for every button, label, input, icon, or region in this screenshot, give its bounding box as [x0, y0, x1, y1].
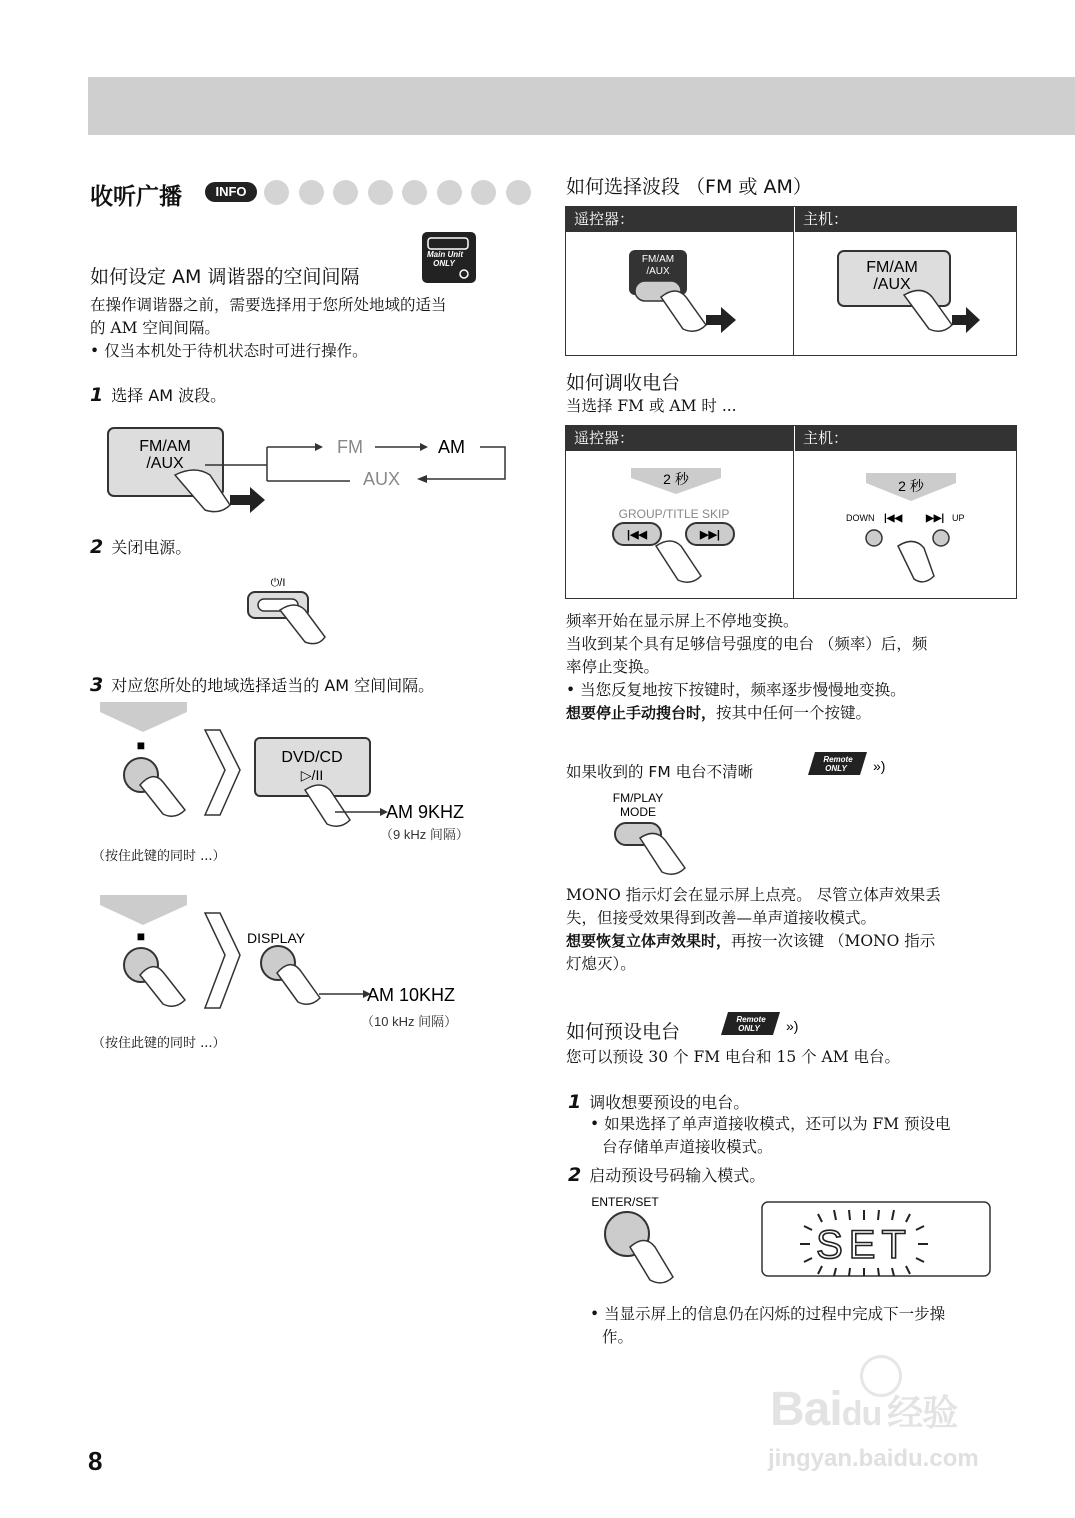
step-text: 选择 AM 波段。	[111, 386, 227, 405]
paw-logo-icon	[860, 1355, 902, 1397]
step-1	[90, 383, 226, 406]
mode-label: MODE	[620, 805, 656, 819]
fm-am-label: FM/AM	[139, 438, 191, 455]
fm-play-label: FM/PLAY	[612, 791, 664, 805]
finger-icon	[277, 965, 320, 1005]
mono-p2-rest: 再按一次该键 （MONO 指示	[731, 932, 936, 950]
intro-line: 的 AM 空间间隔。	[90, 319, 220, 337]
watermark-cn: 经验	[887, 1392, 958, 1433]
skip-forward-icon: ▶▶|	[926, 513, 945, 524]
am-10k-diagram	[95, 893, 515, 1033]
play-pause-symbol: ▷/II	[300, 767, 324, 783]
set-display-panel	[760, 1200, 992, 1280]
press-arrow-icon	[952, 307, 980, 333]
cycle-fm: FM	[337, 437, 363, 457]
dot-icon	[368, 180, 393, 205]
enter-set-label: ENTER/SET	[591, 1195, 659, 1209]
press-arrow-icon	[706, 307, 736, 333]
signal-waves-icon: »)	[873, 758, 886, 774]
remote-fm-am-button	[621, 245, 741, 350]
fm-play-mode-button	[600, 788, 700, 878]
watermark-brand: Bai	[770, 1383, 842, 1436]
mono-p1: 失，但接受效果得到改善—单声道接收模式。	[566, 909, 877, 927]
hold-arrow-icon	[100, 702, 187, 732]
dot-icon	[299, 180, 324, 205]
skip-back-icon: |◀◀	[627, 529, 647, 541]
preset-blink-note: • 当显示屏上的信息仍在闪烁的过程中完成下一步操	[590, 1305, 946, 1323]
finger-icon	[280, 605, 325, 644]
step-number: 2	[568, 1164, 582, 1186]
dvd-cd-label: DVD/CD	[281, 749, 343, 766]
preset-intro: 您可以预设 30 个 FM 电台和 15 个 AM 电台。	[566, 1048, 901, 1066]
remote-text: Remote	[736, 1015, 766, 1024]
mono-p2-bold: 想要恢复立体声效果时，	[566, 932, 732, 950]
dot-icon	[402, 180, 427, 205]
up-label: UP	[952, 513, 965, 523]
up-button	[933, 530, 949, 546]
step-3	[90, 673, 434, 696]
remote-text: Remote	[823, 755, 853, 764]
remote-fm-am-label: FM/AM	[641, 254, 675, 265]
dot-icon	[506, 180, 531, 205]
group-title-skip-label: GROUP/TITLE SKIP	[618, 507, 730, 521]
header-band	[88, 77, 1075, 135]
result-9k-note: （9 kHz 间隔）	[380, 827, 469, 842]
standby-note: • 仅当本机处于待机状态时可进行操作。	[90, 342, 368, 360]
skip-forward-icon: ▶▶|	[700, 529, 720, 541]
step-number: 1	[90, 384, 104, 406]
down-button	[866, 530, 882, 546]
main-down-up-buttons	[836, 471, 1006, 591]
result-9k: AM 9KHZ	[386, 802, 465, 822]
step-number: 1	[568, 1091, 582, 1113]
set-display-text: SET	[816, 1223, 912, 1267]
dot-icon	[333, 180, 358, 205]
preset-heading: 如何预设电台	[566, 1021, 681, 1043]
sequence-arrow-icon	[205, 913, 240, 1008]
preset-step-2	[568, 1163, 765, 1186]
main-fm-am-label: FM/AM	[866, 259, 918, 276]
tuning-sub: 当选择 FM 或 AM 时 ...	[566, 397, 737, 415]
hold-arrow-icon	[100, 895, 187, 925]
baidu-watermark	[770, 1382, 957, 1437]
finger-icon	[898, 541, 934, 581]
am-9k-diagram	[95, 700, 515, 850]
hold-note: （按住此键的同时 ...）	[92, 849, 226, 864]
preset-blink-note: 作。	[602, 1328, 634, 1346]
fm-unclear-heading: 如果收到的 FM 电台不清晰	[566, 763, 754, 781]
remote-only-icon	[805, 747, 900, 781]
preset-step1-note: • 如果选择了单声道接收模式，还可以为 FM 预设电	[590, 1115, 951, 1133]
down-label: DOWN	[846, 513, 875, 523]
main-fm-am-button	[834, 247, 984, 347]
step-text: 调收想要预设的电台。	[589, 1093, 750, 1112]
two-sec-label: 2 秒	[898, 478, 924, 494]
finger-icon	[656, 541, 701, 582]
preset-step1-note: 台存储单声道接收模式。	[602, 1138, 773, 1156]
sequence-arrow-icon	[205, 730, 240, 815]
stop-symbol: ■	[136, 928, 146, 944]
power-button-diagram	[240, 572, 330, 652]
skip-back-icon: |◀◀	[884, 513, 903, 524]
step-text: 启动预设号码输入模式。	[589, 1166, 766, 1185]
finger-icon	[630, 1241, 673, 1283]
result-10k: AM 10KHZ	[367, 985, 456, 1005]
cycle-am: AM	[438, 437, 465, 457]
preset-step-1	[568, 1090, 749, 1113]
remote-header: 遥控器：	[566, 207, 794, 232]
tuning-p3: • 当您反复地按下按键时，频率逐步慢慢地变换。	[566, 681, 906, 699]
signal-waves-icon: »)	[786, 1018, 799, 1034]
main-header: 主机：	[794, 207, 1016, 232]
mono-p2: 灯熄灭）。	[566, 955, 636, 973]
cycle-aux: AUX	[363, 469, 401, 489]
dot-icon	[437, 180, 462, 205]
tuning-p2: 率停止变换。	[566, 658, 660, 676]
display-label: DISPLAY	[247, 930, 306, 946]
am-spacing-heading: 如何设定 AM 调谐器的空间间隔	[90, 266, 360, 288]
only-text: ONLY	[433, 259, 455, 268]
remote-header: 遥控器：	[566, 426, 794, 451]
tuning-table	[565, 425, 1017, 599]
dot-icon	[264, 180, 289, 205]
tuning-p2: 当收到某个具有足够信号强度的电台 （频率）后，频	[566, 635, 928, 653]
intro-line: 在操作调谐器之前，需要选择用于您所处地域的适当	[90, 296, 447, 314]
hold-note: （按住此键的同时 ...）	[92, 1036, 226, 1051]
mono-p1: MONO 指示灯会在显示屏上点亮。 尽管立体声效果丢	[566, 886, 941, 904]
mono-p2	[566, 930, 1026, 953]
fm-am-aux-diagram	[105, 425, 525, 520]
step-number: 2	[90, 536, 104, 558]
main-unit-text: Main Unit	[427, 250, 463, 259]
step-text: 对应您所处的地域选择适当的 AM 空间间隔。	[111, 676, 435, 695]
main-unit-only-icon	[420, 230, 478, 285]
finger-icon	[140, 967, 185, 1007]
result-10k-note: （10 kHz 间隔）	[361, 1014, 458, 1029]
tuning-p4-rest: 按其中任何一个按键。	[716, 704, 872, 722]
decorative-dots	[264, 180, 531, 205]
section-title: 收听广播	[90, 184, 182, 210]
step-2	[90, 535, 191, 558]
remote-aux-label: /AUX	[646, 266, 670, 277]
press-arrow-icon	[230, 487, 265, 513]
band-select-heading: 如何选择波段 （FM 或 AM）	[566, 176, 812, 198]
remote-skip-buttons	[596, 466, 786, 591]
main-header: 主机：	[794, 426, 1016, 451]
main-aux-label: /AUX	[873, 276, 911, 293]
stop-symbol: ■	[136, 737, 146, 753]
tuning-heading: 如何调收电台	[566, 372, 681, 394]
page-number: 8	[88, 1446, 103, 1476]
watermark-url: jingyan.baidu.com	[768, 1445, 979, 1472]
step-text: 关闭电源。	[111, 538, 192, 557]
only-text: ONLY	[738, 1024, 760, 1033]
tuning-p4	[566, 702, 1026, 725]
tuning-p1: 频率开始在显示屏上不停地变换。	[566, 612, 799, 630]
only-text: ONLY	[825, 764, 847, 773]
watermark-du: du	[841, 1395, 882, 1433]
tuning-p4-bold: 想要停止手动搜台时，	[566, 704, 717, 722]
band-select-table	[565, 206, 1017, 356]
finger-icon	[661, 291, 706, 331]
power-label: ⏻/I	[270, 577, 286, 589]
info-badge: INFO	[205, 182, 257, 202]
dot-icon	[471, 180, 496, 205]
aux-label: /AUX	[146, 455, 184, 472]
two-sec-label: 2 秒	[663, 471, 689, 487]
finger-icon	[140, 777, 185, 817]
finger-icon	[640, 833, 685, 874]
enter-set-button	[585, 1192, 685, 1287]
remote-only-icon	[718, 1007, 813, 1041]
step-number: 3	[90, 674, 104, 696]
